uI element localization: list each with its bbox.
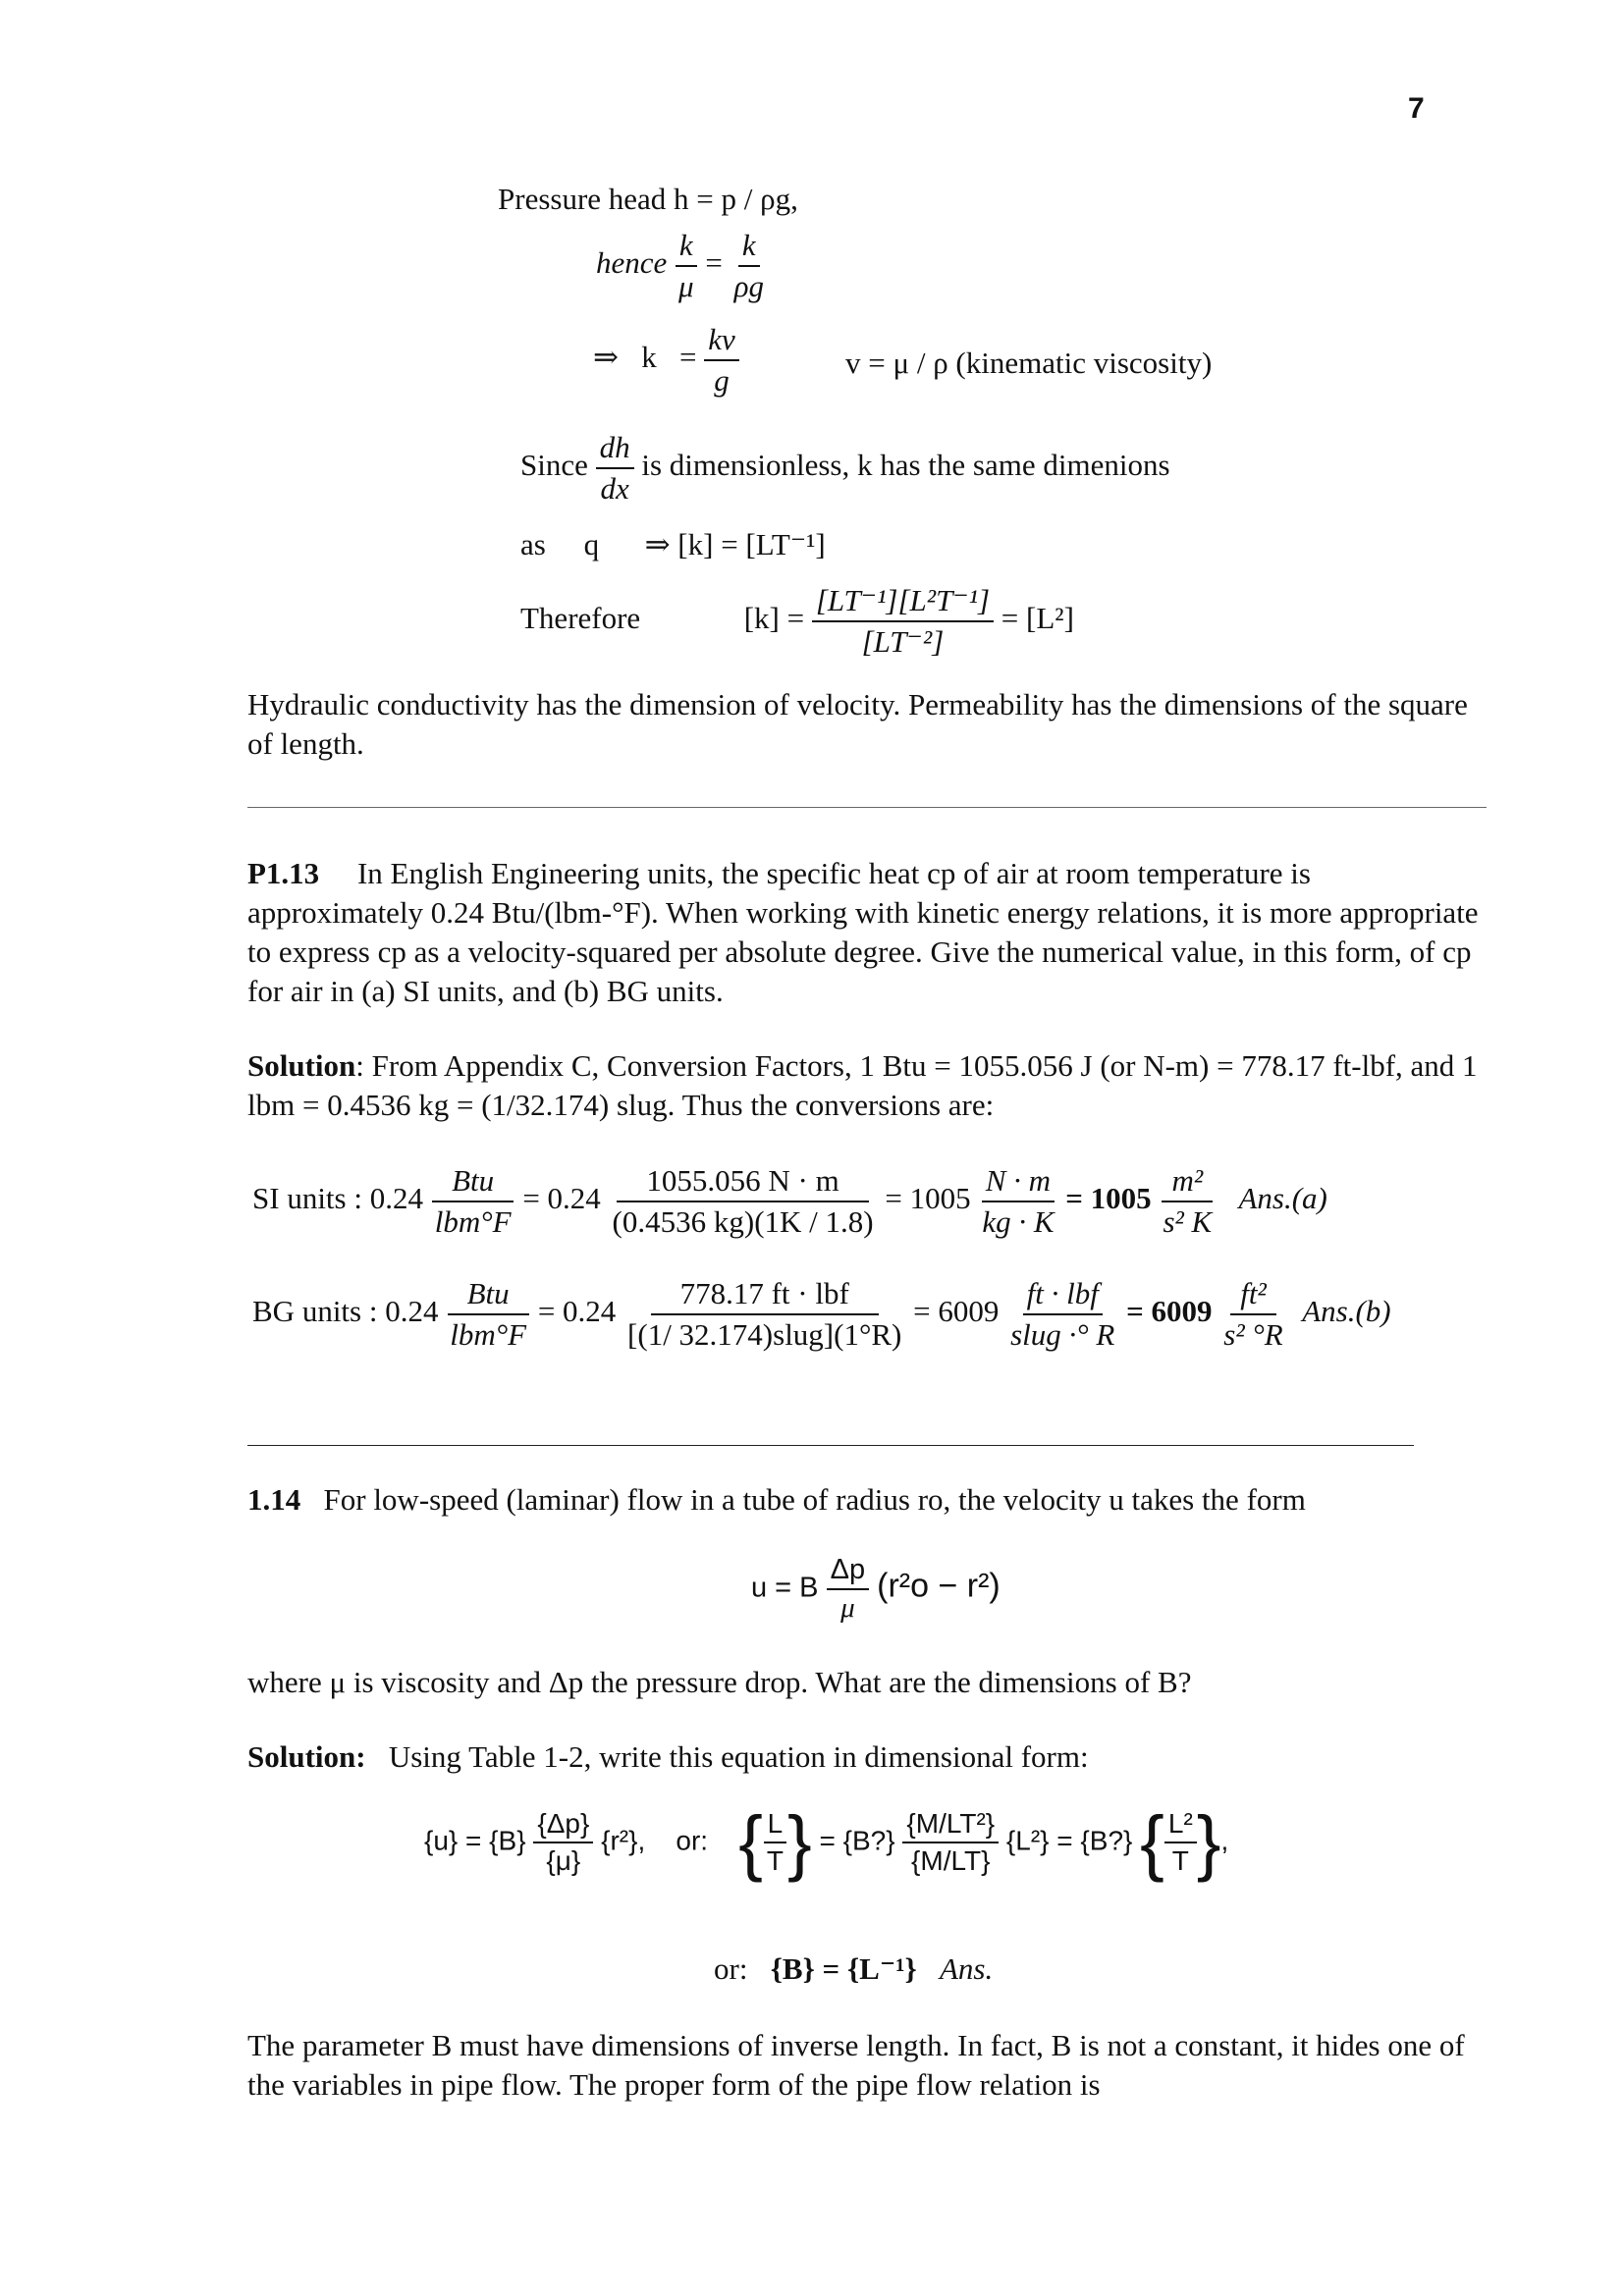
fraction-numerator: kv [704,322,739,361]
fraction-denominator: lbm°F [450,1317,527,1352]
fraction-numerator: N · m [982,1163,1055,1202]
fraction-numerator: ft² [1230,1276,1276,1315]
fraction-denominator: g [714,363,730,398]
section-divider [247,807,1487,808]
dimensional-equation [424,1801,1229,1883]
fraction-denominator: slug ·° R [1010,1317,1115,1352]
fraction-numerator: {M/LT²} [902,1808,999,1843]
fraction-denominator: s² K [1163,1204,1213,1239]
dh-dx-fraction [596,430,634,507]
bg-fraction-2 [623,1276,905,1353]
right-brace-icon: } [1196,1801,1221,1883]
since-line [520,430,1170,507]
bg-answer-label: Ans.(b) [1302,1294,1391,1329]
fraction-numerator: Btu [448,1276,529,1315]
hence-left-fraction [675,228,698,304]
fraction-denominator: {μ} [546,1845,581,1876]
hence-equation [596,228,768,304]
velocity-lhs: u = B [751,1572,819,1604]
bg-fraction-3 [1006,1276,1118,1353]
p114-solution [247,1737,1483,1777]
bg-label: BG units : 0.24 [252,1294,439,1329]
fraction-numerator: 778.17 ft · lbf [651,1276,879,1315]
dim-end: , [1220,1825,1229,1856]
si-fraction-4 [1159,1163,1216,1240]
fraction-numerator: [LT⁻¹][L²T⁻¹] [812,583,994,622]
bg-equals-1: = 0.24 [537,1294,617,1329]
bg-fraction-1 [446,1276,530,1353]
fraction-denominator: s² °R [1223,1317,1283,1352]
dim-brace-fraction-2 [1164,1808,1197,1877]
right-brace-icon: } [787,1801,812,1883]
dim-brace-fraction-1 [763,1808,787,1877]
as-q-line: as q ⇒ [k] = [LT⁻¹] [520,527,826,561]
fraction-denominator: ρg [733,269,764,303]
b-answer-line [714,1951,993,1987]
fraction-denominator: [LT⁻²] [861,624,945,659]
conclusion-paragraph: Hydraulic conductivity has the dimension of velocity. Permeability has the dimensions of the square of length. [247,687,1468,761]
dim-fraction-1 [533,1808,593,1877]
fraction-numerator: dh [596,430,634,469]
ans-or: or: [714,1951,748,1986]
si-equals-2: = 1005 [885,1181,971,1216]
si-label: SI units : 0.24 [252,1181,423,1216]
p114-text: For low-speed (laminar) flow in a tube of radius ro, the velocity u takes the form [323,1482,1306,1517]
fraction-numerator: k [738,228,760,267]
fraction-denominator: T [1171,1845,1189,1876]
p113-statement [247,854,1483,1011]
p113-solution-label: Solution [247,1048,356,1083]
closing-paragraph: The parameter B must have dimensions of inverse length. In fact, B is not a constant, it hides one of the variables in pipe flow. The proper form of the pipe flow relation is [247,2028,1465,2102]
bg-equals-2: = 6009 [913,1294,1000,1329]
fraction-denominator: dx [600,471,629,506]
dp-over-mu-fraction [827,1554,870,1625]
fraction-numerator: k [676,228,697,267]
velocity-rhs: (r²o − r²) [877,1567,1001,1605]
dim-l2: {L²} = {B?} [1005,1825,1133,1856]
velocity-equation [751,1554,1001,1625]
fraction-denominator: μ [840,1592,855,1624]
therefore-line [520,583,1074,660]
si-answer-label: Ans.(a) [1238,1181,1327,1216]
pressure-head-line: Pressure head h = p / ρg, [498,182,798,216]
kinematic-viscosity-note: v = μ / ρ (kinematic viscosity) [845,346,1213,380]
b-answer: {B} = {L⁻¹} [770,1951,917,1986]
fraction-denominator: lbm°F [434,1204,512,1239]
p114-solution-label: Solution: [247,1739,366,1774]
p113-label: P1.13 [247,856,320,890]
dim-eq-b: = {B?} [819,1825,895,1856]
kv-over-g-fraction [704,322,739,399]
si-fraction-3 [978,1163,1057,1240]
b-answer-label: Ans. [939,1951,994,1986]
fraction-numerator: Δp [827,1554,870,1590]
fraction-denominator: T [766,1845,784,1876]
fraction-numerator: {Δp} [533,1808,593,1843]
equals-sign: = [705,245,723,281]
since-label: Since [520,448,588,483]
si-fraction-2 [609,1163,878,1240]
bg-equals-3: = 6009 [1126,1294,1213,1329]
dim-fraction-2 [902,1808,999,1877]
left-brace-icon: { [738,1801,763,1883]
implies-lhs: ⇒ k = [593,340,697,375]
fraction-numerator: 1055.056 N · m [617,1163,868,1202]
dim-lhs: {u} = {B} [424,1825,526,1856]
fraction-numerator: ft · lbf [1023,1276,1103,1315]
therefore-fraction [812,583,994,660]
fraction-denominator: kg · K [982,1204,1055,1239]
p114-label: 1.14 [247,1482,301,1517]
hence-right-fraction [730,228,768,304]
section-divider-2 [247,1445,1414,1446]
p114-statement [247,1480,1483,1520]
p113-solution [247,1046,1483,1125]
implies-equation [593,322,739,399]
since-text: is dimensionless, k has the same dimenions [641,448,1170,483]
therefore-label: Therefore [520,601,641,636]
p114-solution-text: Using Table 1-2, write this equation in dimensional form: [388,1739,1089,1774]
fraction-numerator: L [764,1808,787,1843]
fraction-denominator: μ [678,269,694,303]
fraction-denominator: [(1/ 32.174)slug](1°R) [627,1317,902,1352]
page-number: 7 [1408,92,1425,125]
fraction-numerator: Btu [432,1163,514,1202]
fraction-numerator: L² [1164,1808,1197,1843]
fraction-denominator: (0.4536 kg)(1K / 1.8) [612,1204,874,1239]
bg-fraction-4 [1219,1276,1286,1353]
therefore-lhs: [k] = [743,601,805,636]
si-equals-3: = 1005 [1065,1181,1152,1216]
therefore-rhs: = [L²] [1001,601,1074,636]
left-brace-icon: { [1140,1801,1164,1883]
dim-mid: {r²}, or: [601,1825,709,1856]
si-fraction-1 [431,1163,515,1240]
fraction-denominator: {M/LT} [911,1845,991,1876]
p113-solution-text: : From Appendix C, Conversion Factors, 1 Btu = 1055.056 J (or N-m) = 778.17 ft-lbf, and 1 lbm = 0.4536 kg = (1/32.174) slug. Thus the conversions are: [247,1048,1478,1122]
p114-where-text: where μ is viscosity and Δp the pressure drop. What are the dimensions of B? [247,1665,1192,1699]
si-equals-1: = 0.24 [522,1181,601,1216]
hence-label: hence [596,245,668,281]
p113-text: In English Engineering units, the specific heat cp of air at room temperature is approximately 0.24 Btu/(lbm-°F). When working with kinetic energy relations, it is more appropriate to express cp as a velocity-squared per absolute degree. Give the numerical value, in this form, of cp for air in (a) SI units, and (b) BG units. [247,856,1479,1008]
si-units-equation [252,1163,1327,1240]
bg-units-equation [252,1276,1391,1353]
fraction-numerator: m² [1162,1163,1213,1202]
